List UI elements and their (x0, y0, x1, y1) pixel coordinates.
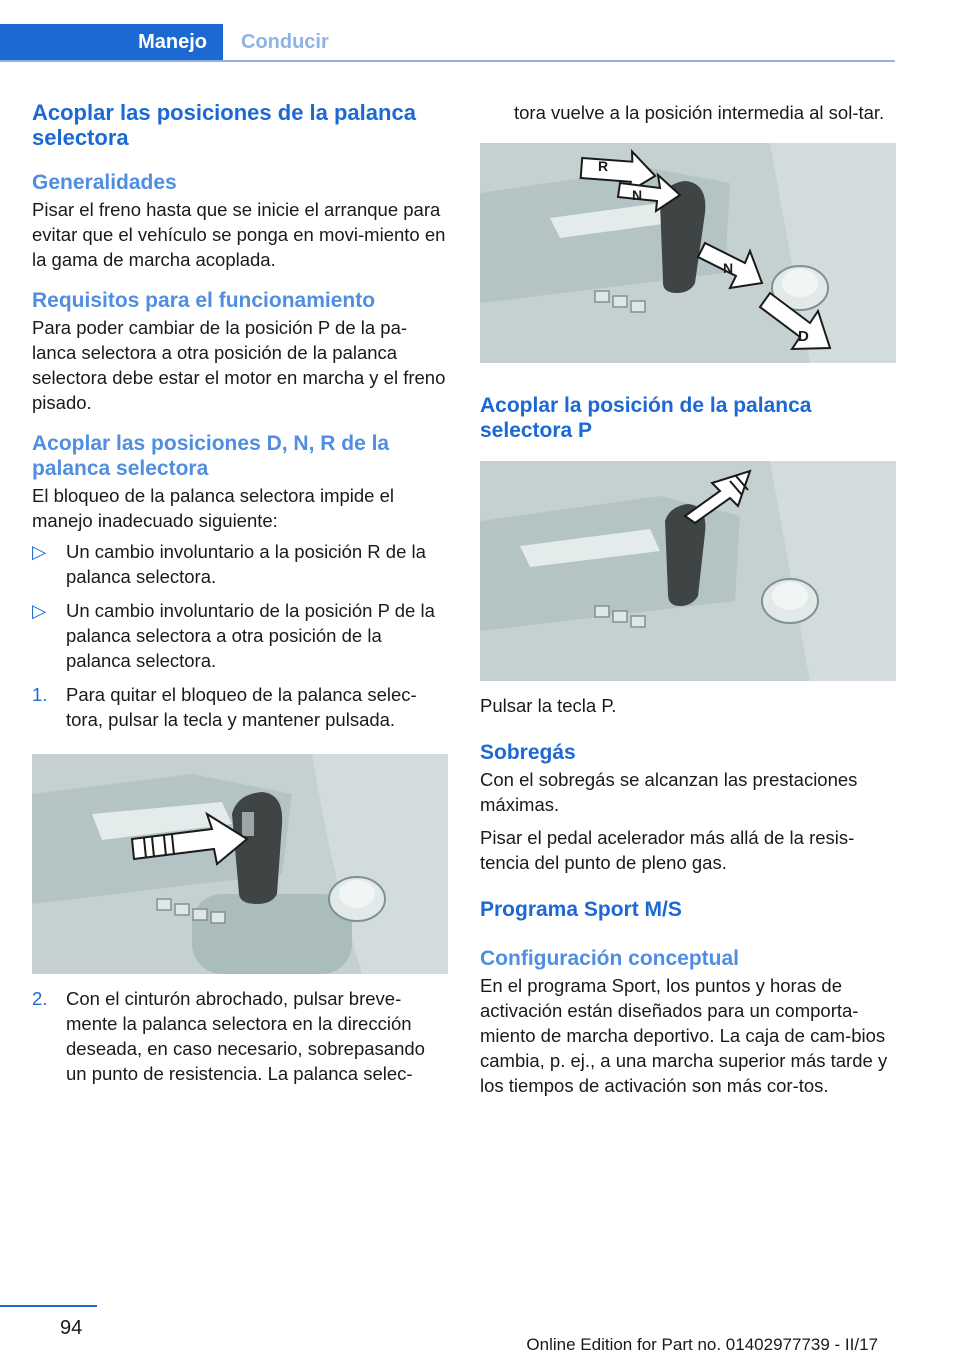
p-button-illustration (480, 461, 896, 681)
sobregas-text-2: Pisar el pedal acelerador más allá de la resis-tencia del punto de pleno gas. (480, 827, 855, 873)
right-column (480, 100, 896, 1110)
figure-selector-button (32, 754, 448, 974)
tab-conducir[interactable]: Conducir (241, 30, 329, 53)
shift-direction-illustration (480, 143, 896, 363)
triangle-bullet-icon: ▷ (32, 600, 47, 621)
dnr-text: El bloqueo de la palanca selectora impide el manejo inadecuado siguiente: (32, 485, 395, 531)
left-column (32, 100, 448, 1095)
list-item (32, 598, 448, 673)
label-n-lower: N (723, 260, 734, 276)
requisitos-heading: Requisitos para el funcionamiento (32, 289, 376, 312)
figure-p-button (480, 461, 896, 681)
continued-text: tora vuelve a la posición intermedia al sol-tar. (514, 102, 885, 123)
bullet-text: Un cambio involuntario a la posición R de la palanca selectora. (66, 541, 426, 587)
header-divider (0, 60, 895, 62)
step-number: 1. (32, 684, 48, 705)
footer-divider (0, 1305, 97, 1307)
step-list (32, 986, 448, 1086)
header (0, 0, 895, 62)
p-position-heading: Acoplar la posición de la palanca selectora P (480, 394, 812, 442)
list-item (32, 539, 448, 589)
section-title: Acoplar las posiciones de la palanca selectora (32, 100, 416, 150)
label-r: R (598, 158, 609, 174)
step-number: 2. (32, 988, 48, 1009)
gear-lever-illustration (32, 754, 448, 974)
generalidades-text: Pisar el freno hasta que se inicie el arranque para evitar que el vehículo se ponga en movi-miento en la gama de marcha acoplada. (32, 199, 446, 270)
sport-heading: Programa Sport M/S (480, 898, 682, 921)
edition-text: Online Edition for Part no. 01402977739 - II/17 (526, 1335, 878, 1354)
p-position-text: Pulsar la tecla P. (480, 695, 617, 716)
config-heading: Configuración conceptual (480, 947, 740, 970)
figure-shift-directions (480, 143, 896, 363)
generalidades-heading: Generalidades (32, 171, 177, 194)
config-text: En el programa Sport, los puntos y horas de activación están diseñados para un comporta-miento de marcha deportivo. La caja de cam-bios cambia, p. ej., a una marcha superior más tarde y los tiempos de activación son más cor-tos. (480, 975, 888, 1096)
list-item (32, 682, 448, 732)
page-number: 94 (60, 1317, 83, 1339)
bullet-text: Un cambio involuntario de la posición P de la palanca selectora a otra posición de la palanca selectora. (66, 600, 435, 671)
step-text: Con el cinturón abrochado, pulsar breve-mente la palanca selectora en la dirección deseada, en caso necesario, sobrepasando un punto de resistencia. La palanca selec- (66, 988, 425, 1084)
triangle-bullet-icon: ▷ (32, 541, 47, 562)
label-d: D (798, 328, 809, 345)
list-item (32, 986, 448, 1086)
step-text: Para quitar el bloqueo de la palanca selec-tora, pulsar la tecla y mantener pulsada. (66, 684, 417, 730)
label-n-upper: N (632, 187, 643, 203)
sobregas-heading: Sobregás (480, 741, 576, 764)
bullet-list (32, 539, 448, 732)
sobregas-text-1: Con el sobregás se alcanzan las prestaciones máximas. (480, 769, 858, 815)
tab-manejo[interactable]: Manejo (0, 24, 223, 60)
requisitos-text: Para poder cambiar de la posición P de la pa-lanca selectora a otra posición de la palanca selectora debe estar el motor en marcha y el freno pisado. (32, 317, 446, 413)
dnr-heading: Acoplar las posiciones D, N, R de la palanca selectora (32, 432, 390, 480)
